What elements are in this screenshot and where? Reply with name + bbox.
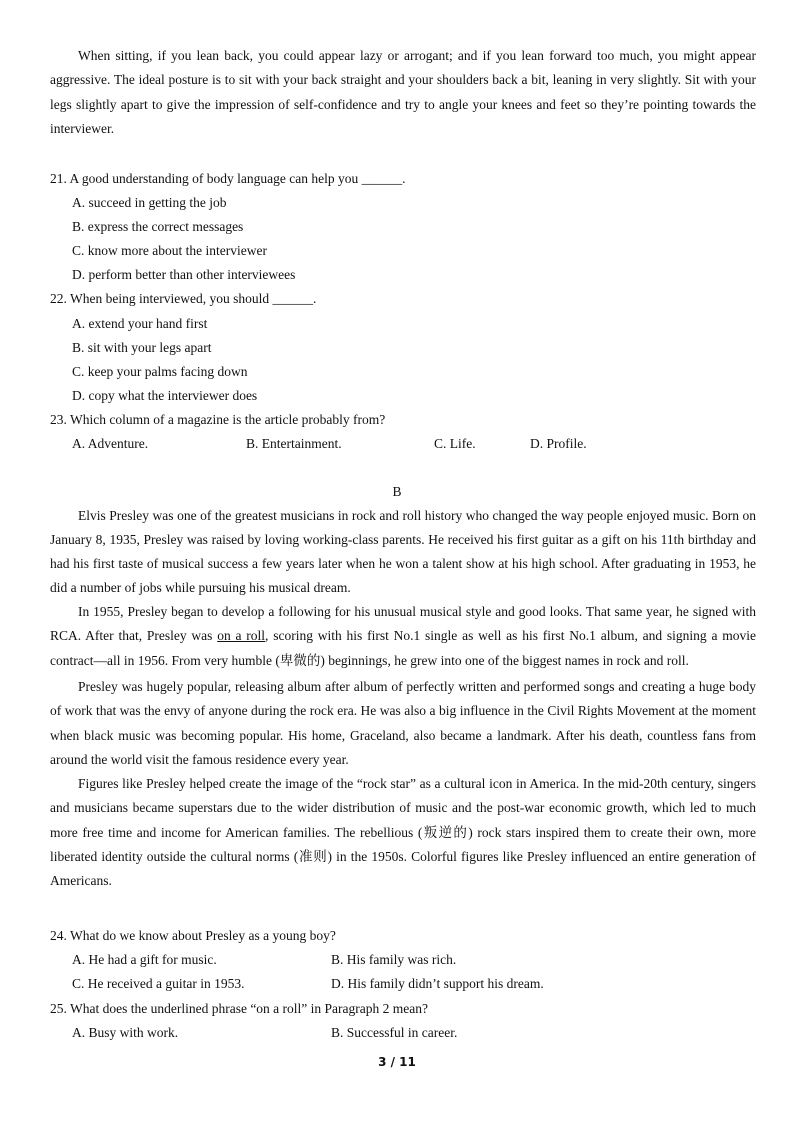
question-21-option-c: C. know more about the interviewer xyxy=(72,243,267,258)
question-23-option-c: C. Life. xyxy=(434,436,476,451)
page-number: 3 / 11 xyxy=(378,1055,416,1069)
section-b-paragraph-3: Presley was hugely popular, releasing album after album of perfectly written and performed songs and creating a huge body of work that was the envy of anyone during the rock era. He was also a big influence in the Civil Rights Movement at the moment when black music was becoming popular. His home, Graceland, also became a landmark. After his death, countless fans from around the world visit the famous residence every year. xyxy=(50,679,756,767)
question-25-stem: 25. What does the underlined phrase “on a roll” in Paragraph 2 mean? xyxy=(50,1001,428,1016)
paragraph-2-text-before: In 1955, Presley began to develop a following for his unusual musical style and good looks. That same year, he signed with RCA. After that, Presley was xyxy=(50,604,756,644)
question-21-option-a: A. succeed in getting the job xyxy=(72,195,227,210)
question-23-option-d: D. Profile. xyxy=(530,436,587,451)
section-b-paragraph-2 xyxy=(50,600,756,673)
question-24-option-a: A. He had a gift for music. xyxy=(72,952,217,967)
question-21-option-d: D. perform better than other interviewees xyxy=(72,267,296,282)
question-22-option-b: B. sit with your legs apart xyxy=(72,340,212,355)
question-24-option-c: C. He received a guitar in 1953. xyxy=(72,976,245,991)
paragraph-2-text-after: , scoring with his first No.1 single as well as his first No.1 album, and signing a movie contract—all in 1956. From very humble (卑微的) beginnings, he grew into one of the biggest names in rock and roll. xyxy=(50,628,756,668)
question-25-option-a: A. Busy with work. xyxy=(72,1025,179,1040)
intro-paragraph: When sitting, if you lean back, you could appear lazy or arrogant; and if you lean forward too much, you might appear aggressive. The ideal posture is to sit with your back straight and your shoulders back a bit, leaning in very slightly. Sit with your legs slightly apart to give the impression of self-confidence and try to angle your knees and feet so they’re pointing towards the interviewer. xyxy=(50,48,756,136)
section-b-paragraph-4: Figures like Presley helped create the image of the “rock star” as a cultural icon in America. In the mid-20th century, singers and musicians became superstars due to the wider distribution of music and the post-war economic growth, which led to much more free time and income for American families. The rebellious (叛逆的) rock stars inspired them to create their own, more liberated identity outside the cultural norms (准则) in the 1950s. Colorful figures like Presley influenced an entire generation of Americans. xyxy=(50,776,756,889)
question-24-option-d: D. His family didn’t support his dream. xyxy=(331,976,544,991)
underlined-phrase-on-a-roll: on a roll xyxy=(217,628,266,644)
question-24-stem: 24. What do we know about Presley as a young boy? xyxy=(50,928,336,943)
question-21-option-b: B. express the correct messages xyxy=(72,219,244,234)
section-b-paragraph-1: Elvis Presley was one of the greatest musicians in rock and roll history who changed the way people enjoyed music. Born on January 8, 1935, Presley was raised by loving working-class parents. He received his first guitar as a gift on his 11th birthday and had his first taste of musical success a few years later when he won a talent show at his high school. After graduating in 1953, he did a number of jobs while pursuing his musical dream. xyxy=(50,508,756,595)
question-22-option-c: C. keep your palms facing down xyxy=(72,364,248,379)
question-22-stem: 22. When being interviewed, you should ______. xyxy=(50,291,317,306)
question-21-stem: 21. A good understanding of body language can help you ______. xyxy=(50,171,406,186)
section-b-title: B xyxy=(392,484,402,499)
question-24-option-b: B. His family was rich. xyxy=(331,952,457,967)
question-22-option-d: D. copy what the interviewer does xyxy=(72,388,258,403)
question-23-option-b: B. Entertainment. xyxy=(246,436,342,451)
question-23-stem: 23. Which column of a magazine is the article probably from? xyxy=(50,412,386,427)
question-25-option-b: B. Successful in career. xyxy=(331,1025,458,1040)
question-22-option-a: A. extend your hand first xyxy=(72,316,208,331)
question-23-option-a: A. Adventure. xyxy=(72,436,149,451)
